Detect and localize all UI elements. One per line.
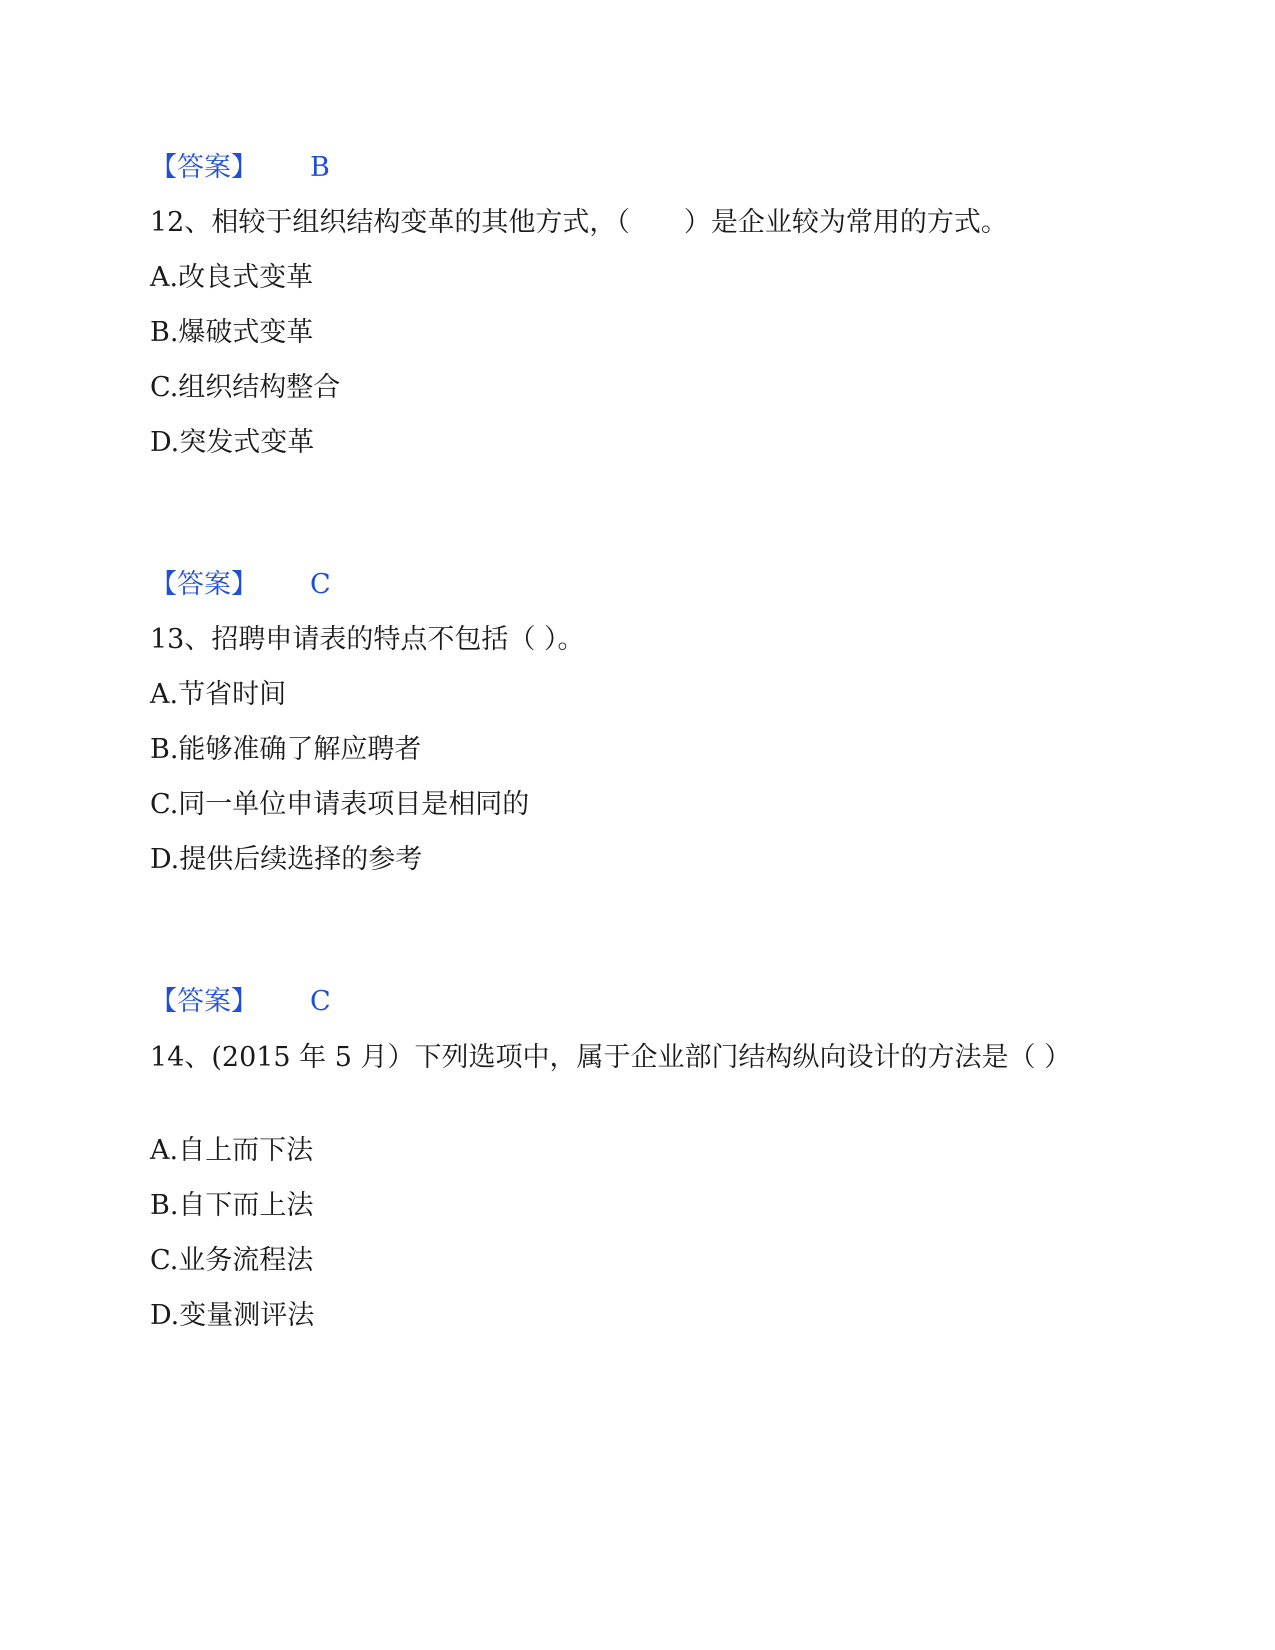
answer-line-3	[150, 984, 331, 1020]
option-14-a: A.自上而下法	[150, 1135, 314, 1166]
answer-label: 【答案】	[150, 152, 258, 183]
option-13-a: A.节省时间	[150, 679, 287, 710]
answer-label: 【答案】	[150, 569, 258, 600]
option-14-b: B.自下而上法	[150, 1190, 314, 1221]
option-12-c: C.组织结构整合	[150, 372, 341, 403]
option-12-d: D.突发式变革	[150, 427, 315, 458]
answer-line-2	[150, 567, 331, 603]
option-14-c: C.业务流程法	[150, 1245, 314, 1276]
answer-label: 【答案】	[150, 986, 258, 1017]
question-12: 12、相较于组织结构变革的其他方式，（ ）是企业较为常用的方式。	[150, 207, 1008, 238]
option-13-c: C.同一单位申请表项目是相同的	[150, 789, 530, 820]
option-12-a: A.改良式变革	[150, 262, 314, 293]
question-13: 13、招聘申请表的特点不包括（ ）。	[150, 624, 585, 655]
answer-value: C	[310, 986, 331, 1017]
answer-line-1	[150, 150, 330, 186]
option-14-d: D.变量测评法	[150, 1300, 315, 1331]
answer-value: C	[310, 569, 331, 600]
option-13-b: B.能够准确了解应聘者	[150, 734, 422, 765]
answer-value: B	[310, 152, 330, 183]
option-13-d: D.提供后续选择的参考	[150, 844, 423, 875]
option-12-b: B.爆破式变革	[150, 317, 314, 348]
question-14: 14、(2015 年 5 月）下列选项中，属于企业部门结构纵向设计的方法是（ ）	[150, 1042, 1072, 1073]
